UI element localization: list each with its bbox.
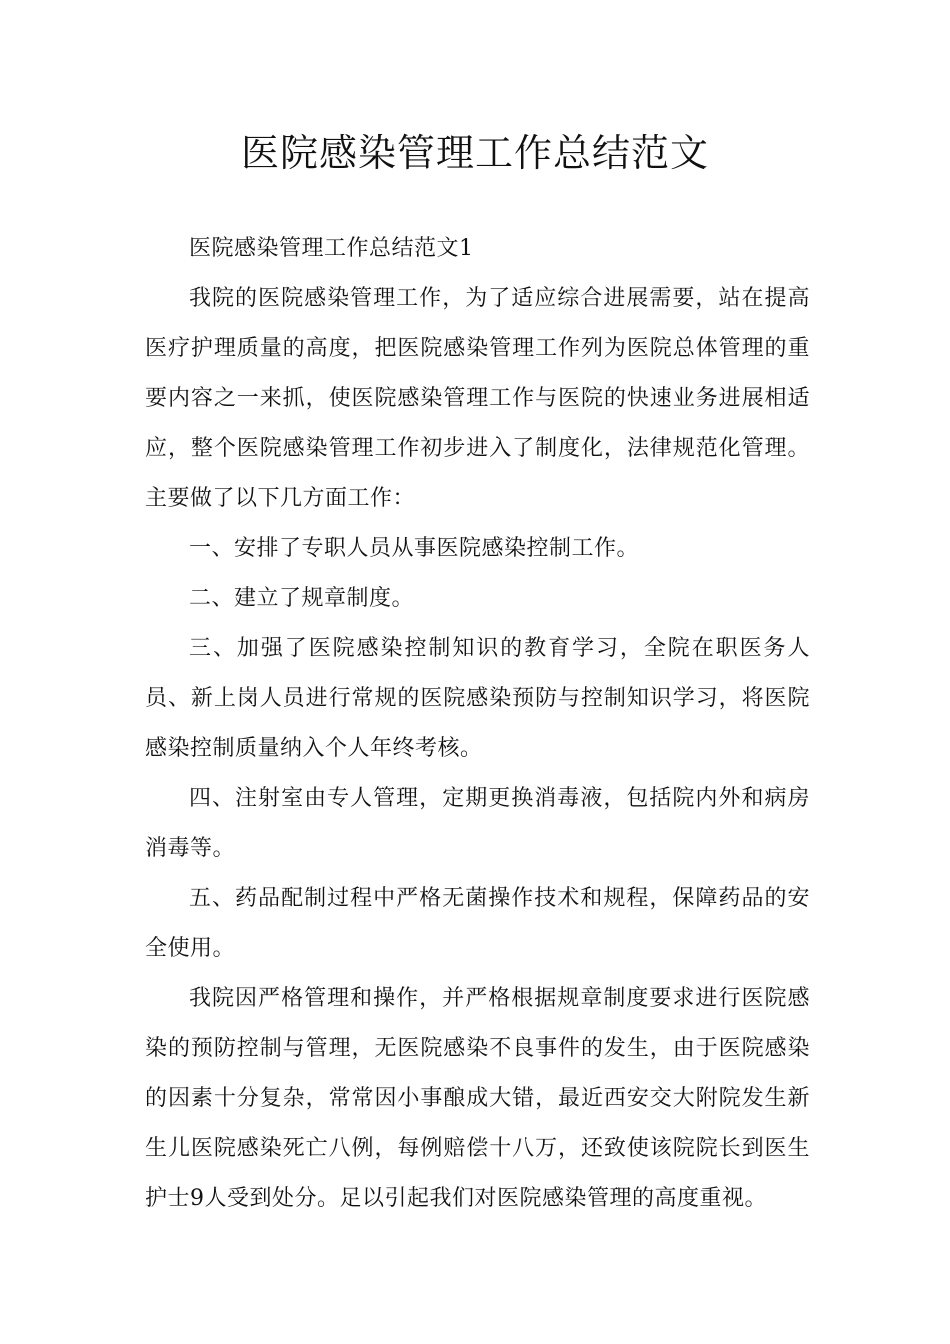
intro-paragraph: 我院的医院感染管理工作，为了适应综合进展需要，站在提高医疗护理质量的高度，把医院感染管理工作列为医院总体管理的重要内容之一来抓，使医院感染管理工作与医院的快速业务进展相适应，整个医院感染管理工作初步进入了制度化，法律规范化管理。主要做了以下几方面工作：	[145, 286, 810, 511]
subtitle-paragraph: 医院感染管理工作总结范文1	[189, 236, 474, 261]
document-body	[145, 224, 810, 1224]
item-paragraph-1: 一、安排了专职人员从事医院感染控制工作。	[189, 536, 640, 561]
item-paragraph-5: 五、药品配制过程中严格无菌操作技术和规程，保障药品的安全使用。	[145, 886, 810, 961]
item-paragraph-3: 三、加强了医院感染控制知识的教育学习，全院在职医务人员、新上岗人员进行常规的医院感染预防与控制知识学习，将医院感染控制质量纳入个人年终考核。	[145, 636, 810, 761]
item-paragraph-4: 四、注射室由专人管理，定期更换消毒液，包括院内外和病房消毒等。	[145, 786, 810, 861]
conclusion-paragraph: 我院因严格管理和操作，并严格根据规章制度要求进行医院感染的预防控制与管理，无医院感染不良事件的发生，由于医院感染的因素十分复杂，常常因小事酿成大错，最近西安交大附院发生新生儿医院感染死亡八例，每例赔偿十八万，还致使该院院长到医生护士9人受到处分。足以引起我们对医院感染管理的高度重视。	[145, 986, 810, 1211]
document-title: 医院感染管理工作总结范文	[240, 131, 709, 175]
item-paragraph-2: 二、建立了规章制度。	[189, 586, 415, 611]
